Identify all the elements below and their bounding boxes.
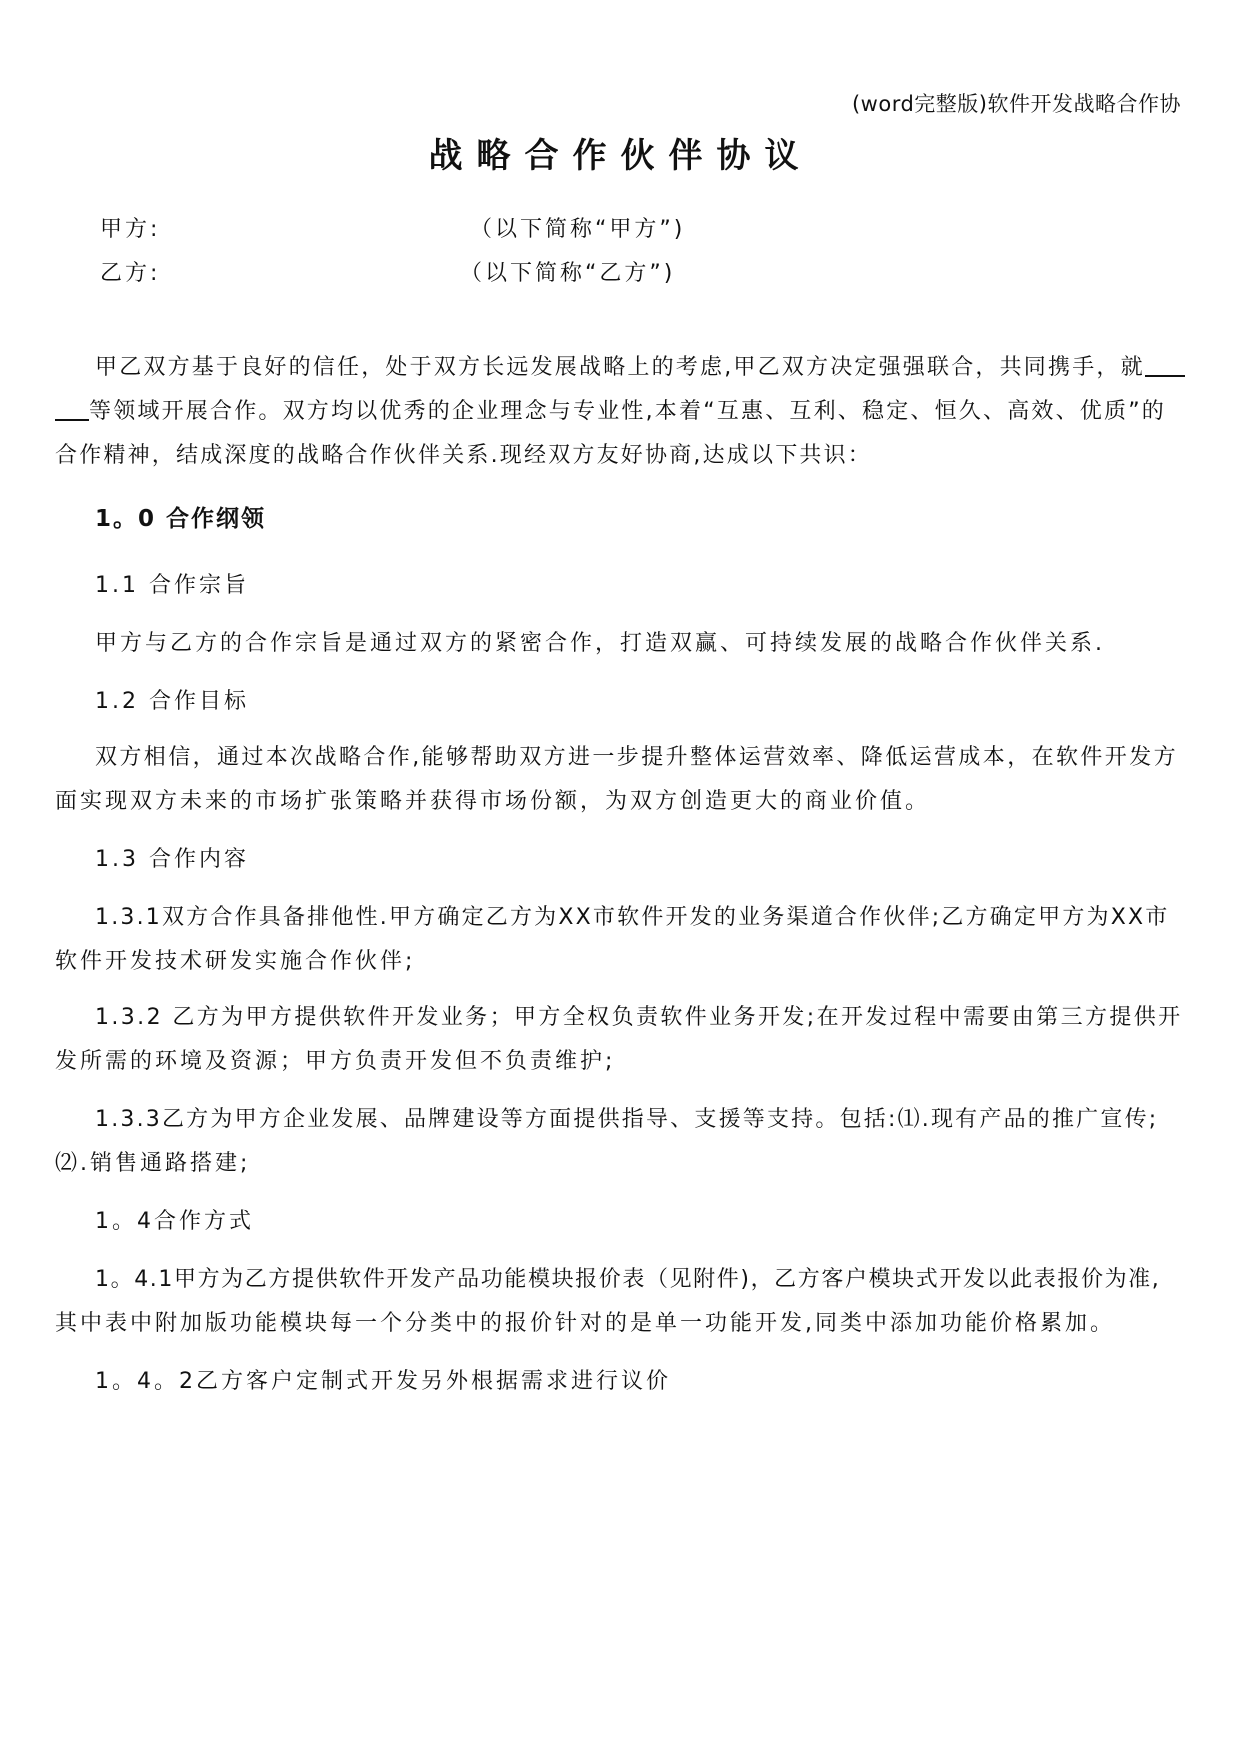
- paragraph-text: 甲方与乙方的合作宗旨是通过双方的紧密合作，打造双赢、可持续发展的战略合作伙伴关系.: [95, 631, 1105, 656]
- party-b-note: （以下简称“乙方”): [460, 261, 676, 286]
- paragraph-text: 其中表中附加版功能模块每一个分类中的报价针对的是单一功能开发,同类中添加功能价格累加。: [55, 1311, 1115, 1336]
- paragraph-text: 面实现双方未来的市场扩张策略并获得市场份额，为双方创造更大的商业价值。: [55, 789, 931, 814]
- blank-underline: [55, 397, 89, 421]
- paragraph-text: 1.3.2 乙方为甲方提供软件开发业务；甲方全权负责软件业务开发;在开发过程中需要由第三方提供开: [95, 1005, 1183, 1030]
- paragraph-text: ⑵.销售通路搭建;: [55, 1151, 251, 1176]
- paragraph-text: 1.3.3乙方为甲方企业发展、品牌建设等方面提供指导、支援等支持。包括:⑴.现有产品的推广宣传;: [95, 1107, 1159, 1132]
- intro-paragraph-line: [55, 394, 1166, 425]
- party-a-label: 甲方:: [100, 217, 161, 242]
- intro-line-2: 等领域开展合作。双方均以优秀的企业理念与专业性,本着“互惠、互利、稳定、恒久、高效、优质”的: [89, 399, 1166, 424]
- intro-paragraph-line: [95, 350, 1185, 381]
- paragraph-text: 软件开发技术研发实施合作伙伴;: [55, 949, 416, 974]
- subsection-heading: 1.3 合作内容: [95, 847, 249, 872]
- paragraph-text: 发所需的环境及资源；甲方负责开发但不负责维护;: [55, 1049, 616, 1074]
- page-title: 战略合作伙伴协议: [428, 136, 813, 176]
- party-a-note: （以下简称“甲方”): [470, 217, 686, 242]
- subsection-heading: 1.2 合作目标: [95, 689, 249, 714]
- subsection-heading: 1.1 合作宗旨: [95, 573, 249, 598]
- subsection-heading: 1。4合作方式: [95, 1209, 254, 1234]
- party-b-label: 乙方:: [100, 261, 161, 286]
- document-header: (word完整版)软件开发战略合作协: [851, 92, 1181, 116]
- paragraph-text: 1。4。2乙方客户定制式开发另外根据需求进行议价: [95, 1369, 671, 1394]
- section-heading: 1。0 合作纲领: [95, 506, 267, 532]
- blank-underline: [1145, 353, 1185, 377]
- paragraph-text: 双方相信，通过本次战略合作,能够帮助双方进一步提升整体运营效率、降低运营成本，在软件开发方: [95, 745, 1178, 770]
- paragraph-text: 1。4.1甲方为乙方提供软件开发产品功能模块报价表（见附件)，乙方客户模块式开发以此表报价为准,: [95, 1267, 1161, 1292]
- intro-line-3: 合作精神，结成深度的战略合作伙伴关系.现经双方友好协商,达成以下共识：: [55, 443, 872, 468]
- intro-line-1: 甲乙双方基于良好的信任，处于双方长远发展战略上的考虑,甲乙双方决定强强联合，共同携手，就: [95, 355, 1145, 380]
- paragraph-text: 1.3.1双方合作具备排他性.甲方确定乙方为XX市软件开发的业务渠道合作伙伴;乙方确定甲方为XX市: [95, 905, 1170, 930]
